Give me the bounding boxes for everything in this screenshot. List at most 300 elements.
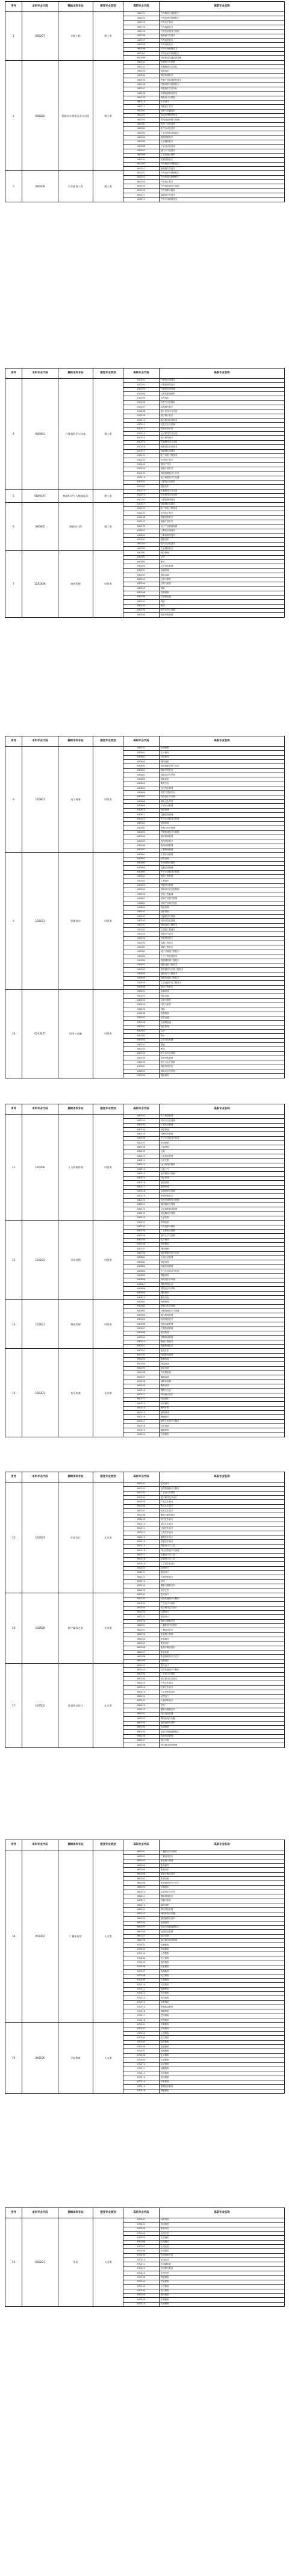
vocational-code-cell: 650110	[123, 1522, 160, 1526]
column-header: 序号	[5, 1104, 22, 1115]
vocational-name-cell: 机械制造与自动化	[160, 65, 285, 69]
vocational-name-cell: 建设项目信息化管理	[160, 888, 285, 892]
vocational-name-cell: 冷链物流技术与管理	[160, 830, 285, 835]
vocational-code-cell: 560707	[123, 39, 160, 43]
vocational-name-cell: 化学教育	[160, 1974, 285, 1978]
vocational-name-cell: 证券与期货	[160, 998, 285, 1003]
seq-cell: 12	[5, 1221, 22, 1300]
vocational-code-cell: 650203	[123, 1357, 160, 1361]
vocational-code-cell: 670210	[123, 2258, 160, 2262]
vocational-name-cell: 应用韩语	[160, 2236, 285, 2240]
category-cell: 人文类	[93, 1850, 123, 2023]
vocational-code-cell: 630902	[123, 1304, 160, 1308]
vocational-name-cell: 音乐教育	[160, 1433, 285, 1437]
vocational-code-cell: 660208	[123, 1655, 160, 1659]
vocational-name-cell: 陶瓷设计与工艺	[160, 1544, 285, 1548]
vocational-name-cell: 出版与电脑编辑技术	[160, 1730, 285, 1734]
vocational-code-cell: 610101	[123, 453, 160, 458]
major-cell: 广播电视学	[58, 1850, 93, 2023]
vocational-code-cell: 610209	[123, 414, 160, 418]
vocational-name-cell: 投资理财	[160, 1012, 285, 1016]
major-mapping-table	[5, 1840, 285, 2094]
vocational-name-cell: 学前教育	[160, 2280, 285, 2284]
vocational-name-cell: 工商企业管理	[160, 853, 285, 857]
vocational-code-cell: 650120	[123, 1694, 160, 1699]
vocational-name-cell: 产品艺术设计	[160, 1500, 285, 1504]
vocational-code-cell: 630708	[123, 1251, 160, 1255]
vocational-name-cell: 古建筑工程技术	[160, 928, 285, 932]
vocational-code-cell: 630904	[123, 1313, 160, 1318]
vocational-code-cell: 650120	[123, 1566, 160, 1570]
vocational-name-cell: 国际经济与贸易	[160, 1287, 285, 1291]
vocational-name-cell: 录音技术与艺术	[160, 1890, 285, 1894]
table-row	[5, 2218, 285, 2223]
vocational-code-cell: 660104	[123, 1725, 160, 1729]
vocational-name-cell: 化学教育	[160, 2053, 285, 2058]
vocational-name-cell: 互联网金融	[160, 595, 285, 599]
vocational-code-cell: 670115	[123, 2085, 160, 2089]
vocational-name-cell: 出版与电脑编辑技术	[160, 1925, 285, 1929]
column-header: 高职专业名称	[160, 1104, 285, 1115]
vocational-code-cell: 540102	[123, 915, 160, 919]
vocational-name-cell: 出版信息管理	[160, 1930, 285, 1934]
vocational-code-cell: 610202	[123, 498, 160, 502]
code-cell: 080905	[22, 502, 58, 551]
vocational-code-cell: 630701	[123, 747, 160, 751]
vocational-code-cell: 670102	[123, 1947, 160, 1952]
vocational-name-cell: 电子产品质量检测	[160, 524, 285, 529]
vocational-name-cell: 国际金融	[160, 994, 285, 998]
vocational-name-cell: 电机与电器技术	[160, 109, 285, 113]
vocational-code-cell: 610102	[123, 511, 160, 515]
vocational-code-cell: 630609	[123, 804, 160, 808]
vocational-name-cell: 曲艺表演	[160, 1366, 285, 1370]
category-cell: 经管类	[93, 551, 123, 617]
vocational-name-cell: 数字媒体设备管理	[160, 1938, 285, 1943]
table-header-row	[5, 2208, 285, 2218]
vocational-code-cell: 630911	[123, 1344, 160, 1348]
column-header: 接受专业类别	[93, 2, 123, 12]
vocational-code-cell: 630303	[123, 1034, 160, 1038]
vocational-code-cell: 670110	[123, 1983, 160, 1987]
vocational-name-cell: 学前教育	[160, 1947, 285, 1952]
vocational-code-cell: 540603	[123, 906, 160, 910]
table-row	[5, 2023, 285, 2027]
vocational-code-cell: 670104	[123, 2289, 160, 2293]
vocational-code-cell: 610101	[123, 506, 160, 511]
vocational-code-cell: 670102	[123, 2280, 160, 2284]
vocational-code-cell: 660106	[123, 1930, 160, 1934]
vocational-name-cell: 游戏设计	[160, 1615, 285, 1619]
vocational-name-cell: 应用日语	[160, 2232, 285, 2236]
table-row	[5, 1115, 285, 1119]
vocational-name-cell: 电子测量技术与仪器	[160, 476, 285, 480]
vocational-code-cell: 660107	[123, 1934, 160, 1938]
vocational-name-cell: 中小企业创业与经营	[160, 870, 285, 874]
vocational-name-cell: 新能源汽车技术	[160, 167, 285, 171]
major-cell: 物联网工程	[58, 502, 93, 551]
vocational-name-cell: 财务管理	[160, 1025, 285, 1029]
vocational-code-cell: 650102	[123, 1668, 160, 1672]
vocational-name-cell: 人物形象设计	[160, 1575, 285, 1579]
vocational-name-cell: 商务管理	[160, 808, 285, 812]
vocational-code-cell: 630105	[123, 1132, 160, 1136]
vocational-name-cell: 城市轨道交通运营管理	[160, 56, 285, 60]
vocational-code-cell: 610202	[123, 383, 160, 387]
vocational-code-cell: 670105	[123, 2040, 160, 2044]
vocational-code-cell: 650206	[123, 1370, 160, 1375]
vocational-name-cell: 工业机器人技术	[160, 154, 285, 158]
major-cell: 车辆工程	[58, 12, 93, 61]
seq-cell: 14	[5, 1349, 22, 1437]
vocational-code-cell: 670114	[123, 2000, 160, 2005]
vocational-name-cell: 工艺美术品设计	[160, 1562, 285, 1566]
vocational-code-cell: 670117	[123, 2014, 160, 2018]
major-cell: 财务管理	[58, 551, 93, 617]
vocational-code-cell: 630805	[123, 1274, 160, 1278]
vocational-code-cell: 630804	[123, 764, 160, 768]
vocational-code-cell: 650201	[123, 1349, 160, 1353]
vocational-name-cell: 物流信息技术	[160, 1318, 285, 1322]
vocational-code-cell: 660201	[123, 1624, 160, 1628]
vocational-code-cell: 600211	[123, 193, 160, 198]
column-header: 序号	[5, 2208, 22, 2218]
vocational-code-cell: 560709	[123, 47, 160, 51]
vocational-name-cell: 工业自动化仪表	[160, 145, 285, 149]
vocational-code-cell: 630907	[123, 1327, 160, 1331]
vocational-name-cell: 老年服务与管理	[160, 1172, 285, 1176]
vocational-name-cell: 社区管理与服务	[160, 1163, 285, 1167]
vocational-name-cell: 计算机网络技术	[160, 534, 285, 538]
vocational-name-cell: 殡仪服务与管理	[160, 1212, 285, 1216]
vocational-code-cell: 610107	[123, 520, 160, 524]
vocational-name-cell: 税务	[160, 1047, 285, 1051]
vocational-code-cell: 660212	[123, 1899, 160, 1903]
vocational-name-cell: 工业网络技术	[160, 140, 285, 144]
vocational-code-cell: 630905	[123, 1318, 160, 1322]
vocational-code-cell: 540101	[123, 910, 160, 914]
seq-cell: 2	[5, 60, 22, 171]
vocational-code-cell: 650215	[123, 1411, 160, 1415]
vocational-code-cell: 670204	[123, 2232, 160, 2236]
vocational-name-cell: 工商企业管理	[160, 1256, 285, 1260]
vocational-name-cell: 摄影与摄像艺术	[160, 1619, 285, 1623]
vocational-code-cell: 560302	[123, 126, 160, 131]
table-row	[5, 12, 285, 16]
vocational-code-cell: 630909	[123, 1336, 160, 1340]
vocational-name-cell: 通信技术	[160, 485, 285, 489]
column-header: 高职专业名称	[160, 1840, 285, 1850]
vocational-name-cell: 汽车营销与服务	[160, 1225, 285, 1229]
vocational-code-cell: 630802	[123, 1260, 160, 1265]
vocational-code-cell: 560703	[123, 20, 160, 25]
vocational-code-cell: 650102	[123, 1487, 160, 1491]
vocational-code-cell: 650123	[123, 1579, 160, 1584]
table-header-row	[5, 1840, 285, 1850]
vocational-code-cell: 580101	[123, 158, 160, 162]
vocational-code-cell: 670107	[123, 2049, 160, 2053]
vocational-name-cell: 影视编导	[160, 1864, 285, 1868]
vocational-code-cell: 630707	[123, 1247, 160, 1251]
vocational-code-cell: 630108	[123, 1145, 160, 1150]
column-header: 高职专业名称	[160, 2, 285, 12]
vocational-code-cell: 600209	[123, 56, 160, 60]
vocational-name-cell: 商务经纪与代理	[160, 795, 285, 799]
vocational-name-cell: 现代家政服务与管理	[160, 1198, 285, 1202]
vocational-code-cell: 630908	[123, 1331, 160, 1335]
vocational-code-cell: 650108	[123, 1513, 160, 1517]
vocational-name-cell: 旅游英语	[160, 2227, 285, 2231]
vocational-code-cell: 630301	[123, 551, 160, 555]
vocational-name-cell: 软件技术	[160, 396, 285, 400]
vocational-name-cell: 传播与策划	[160, 1899, 285, 1903]
vocational-code-cell: 660105	[123, 1925, 160, 1929]
vocational-code-cell: 610102	[123, 458, 160, 462]
vocational-name-cell: 视觉传播设计与制作	[160, 1597, 285, 1601]
column-header: 本科专业代码	[22, 1472, 58, 1482]
vocational-name-cell: 国际标准舞	[160, 1380, 285, 1384]
table-row	[5, 489, 285, 493]
vocational-code-cell: 600201	[123, 52, 160, 56]
vocational-name-cell: 数字媒体艺术设计	[160, 1496, 285, 1500]
vocational-name-cell: 人民武装	[160, 1216, 285, 1220]
vocational-name-cell: 摄影与摄像艺术	[160, 1584, 285, 1588]
vocational-name-cell: 会计	[160, 555, 285, 559]
vocational-code-cell: 630603	[123, 777, 160, 782]
vocational-code-cell: 670109	[123, 2058, 160, 2062]
column-header: 接受专业类别	[93, 736, 123, 747]
vocational-name-cell: 计算机信息管理	[160, 387, 285, 391]
vocational-name-cell: 房地产检测与估价	[160, 901, 285, 906]
vocational-name-cell: 数学教育	[160, 2293, 285, 2297]
vocational-name-cell: 物联网应用技术	[160, 502, 285, 506]
vocational-code-cell: 630903	[123, 1309, 160, 1313]
vocational-name-cell: 现代流行音乐	[160, 1393, 285, 1397]
vocational-code-cell: 560301	[123, 122, 160, 126]
vocational-name-cell: 会计信息管理	[160, 1038, 285, 1042]
vocational-name-cell: 市场管理与服务	[160, 861, 285, 865]
table-row	[5, 1850, 285, 1855]
vocational-name-cell: 工艺美术品设计	[160, 1690, 285, 1694]
vocational-code-cell: 610213	[123, 493, 160, 497]
vocational-code-cell: 630604	[123, 782, 160, 786]
vocational-code-cell: 630101	[123, 1043, 160, 1047]
vocational-name-cell: 税务	[160, 604, 285, 608]
vocational-code-cell: 650102	[123, 1597, 160, 1601]
vocational-code-cell: 630907	[123, 848, 160, 852]
vocational-code-cell: 670105	[123, 1961, 160, 1965]
vocational-code-cell: 650117	[123, 1553, 160, 1557]
column-header: 高职专业名称	[160, 1472, 285, 1482]
vocational-name-cell: 包装艺术设计	[160, 1540, 285, 1544]
vocational-code-cell: 650205	[123, 1366, 160, 1370]
column-header: 本科专业代码	[22, 1104, 58, 1115]
category-cell: 经管类	[93, 1300, 123, 1349]
vocational-name-cell: 语文教育	[160, 1956, 285, 1961]
vocational-code-cell: 630101	[123, 600, 160, 604]
vocational-code-cell: 610109	[123, 524, 160, 529]
vocational-name-cell: 采购与供应管理	[160, 1304, 285, 1308]
vocational-code-cell: 610207	[123, 405, 160, 409]
vocational-code-cell: 650105	[123, 1681, 160, 1685]
vocational-code-cell: 540502	[123, 879, 160, 883]
vocational-code-cell: 650124	[123, 1708, 160, 1712]
vocational-name-cell: 园林工程技术	[160, 941, 285, 945]
vocational-name-cell: 环境艺术设计	[160, 1526, 285, 1531]
vocational-code-cell: 670105	[123, 2293, 160, 2297]
vocational-name-cell: 汽车试验技术	[160, 43, 285, 47]
vocational-code-cell: 600203	[123, 162, 160, 166]
category-cell: 艺术类	[93, 1664, 123, 1748]
vocational-code-cell: 630123	[123, 1212, 160, 1216]
vocational-name-cell: 虚拟现实应用技术	[160, 445, 285, 449]
vocational-code-cell: 660211	[123, 1894, 160, 1899]
seq-cell: 11	[5, 1115, 22, 1221]
vocational-name-cell: 证券与期货	[160, 577, 285, 582]
vocational-name-cell: 数字媒体应用技术	[160, 418, 285, 423]
vocational-code-cell: 630124	[123, 1216, 160, 1220]
vocational-code-cell: 670111	[123, 1987, 160, 1991]
vocational-code-cell: 630103	[123, 1051, 160, 1056]
vocational-name-cell: 物流管理	[160, 821, 285, 826]
vocational-name-cell: 风景园林设计	[160, 936, 285, 941]
vocational-name-cell: 物理教育	[160, 1970, 285, 1974]
vocational-code-cell: 610206	[123, 400, 160, 405]
vocational-code-cell: 670106	[123, 1965, 160, 1969]
vocational-code-cell: 630702	[123, 1225, 160, 1229]
vocational-code-cell: 630804	[123, 1269, 160, 1274]
vocational-code-cell: 630607	[123, 795, 160, 799]
vocational-name-cell: 国际金融	[160, 573, 285, 577]
code-cell: 080901	[22, 379, 58, 490]
vocational-code-cell: 650103	[123, 1491, 160, 1495]
vocational-name-cell: 国际经济与贸易	[160, 1069, 285, 1074]
vocational-name-cell: 社会福利事业管理	[160, 1207, 285, 1212]
table-header-row	[5, 1104, 285, 1115]
vocational-name-cell: 舞蹈表演	[160, 1375, 285, 1380]
vocational-name-cell: 软件与信息服务	[160, 400, 285, 405]
vocational-code-cell: 650214	[123, 1406, 160, 1410]
vocational-name-cell: 云计算技术与应用	[160, 493, 285, 497]
vocational-name-cell: 艺术设计	[160, 1664, 285, 1668]
vocational-code-cell: 610106	[123, 515, 160, 520]
vocational-name-cell: 音乐剧表演	[160, 1370, 285, 1375]
vocational-name-cell: 应用西班牙语	[160, 2253, 285, 2257]
vocational-name-cell: 连锁经营管理	[160, 813, 285, 817]
vocational-name-cell: 广告策划与营销	[160, 1229, 285, 1233]
vocational-name-cell: 公共事务管理	[160, 1154, 285, 1159]
vocational-name-cell: 汽车运用与维修技术	[160, 52, 285, 56]
vocational-code-cell: 650107	[123, 1509, 160, 1513]
seq-cell: 6	[5, 502, 22, 551]
vocational-code-cell: 660207	[123, 1650, 160, 1655]
vocational-name-cell: 互联网金融	[160, 1021, 285, 1025]
column-header: 接续本科专业	[58, 1472, 93, 1482]
vocational-code-cell: 630302	[123, 1030, 160, 1034]
major-cell: 环境设计	[58, 1482, 93, 1593]
table-row	[5, 502, 285, 506]
vocational-name-cell: 工程造价	[160, 879, 285, 883]
vocational-code-cell: 630112	[123, 1163, 160, 1167]
vocational-code-cell: 560304	[123, 135, 160, 140]
vocational-code-cell: 610204	[123, 392, 160, 396]
vocational-code-cell: 630104	[123, 1056, 160, 1060]
major-mapping-table	[5, 2207, 285, 2307]
category-cell: 经管类	[93, 853, 123, 990]
vocational-name-cell: 物流工程技术	[160, 1340, 285, 1344]
vocational-code-cell: 670113	[123, 1996, 160, 2000]
vocational-name-cell: 建筑设备工程技术	[160, 963, 285, 967]
vocational-name-cell: 保险	[160, 586, 285, 591]
vocational-name-cell: 影视制片管理	[160, 1632, 285, 1637]
vocational-code-cell: 540505	[123, 892, 160, 897]
vocational-code-cell: 650123	[123, 1703, 160, 1708]
major-mapping-table	[5, 1, 285, 202]
vocational-name-cell: 影视多媒体技术	[160, 1646, 285, 1650]
column-header: 高职专业名称	[160, 369, 285, 379]
vocational-code-cell: 630114	[123, 1172, 160, 1176]
column-header: 本科专业代码	[22, 736, 58, 747]
vocational-code-cell: 670108	[123, 2053, 160, 2058]
vocational-code-cell: 630601	[123, 853, 160, 857]
vocational-name-cell: 网络营销	[160, 1247, 285, 1251]
column-header: 高职专业代码	[123, 1840, 160, 1850]
vocational-code-cell: 610103	[123, 462, 160, 467]
vocational-name-cell: 展示艺术设计	[160, 1522, 285, 1526]
seq-cell: 15	[5, 1482, 22, 1593]
vocational-code-cell: 630903	[123, 830, 160, 835]
vocational-code-cell: 670208	[123, 2249, 160, 2253]
vocational-name-cell: 微电子技术	[160, 462, 285, 467]
vocational-name-cell: 音乐表演	[160, 1424, 285, 1428]
vocational-code-cell: 630608	[123, 800, 160, 804]
vocational-name-cell: 语文教育	[160, 2289, 285, 2293]
vocational-code-cell: 560101	[123, 60, 160, 64]
major-cell: 学前教育	[58, 2023, 93, 2094]
table-row	[5, 853, 285, 857]
vocational-code-cell: 610301	[123, 538, 160, 542]
vocational-code-cell: 630904	[123, 835, 160, 839]
vocational-code-cell: 650116	[123, 1549, 160, 1553]
vocational-code-cell: 630102	[123, 1047, 160, 1051]
seq-cell: 13	[5, 1300, 22, 1349]
code-cell: 120202	[22, 1221, 58, 1300]
vocational-name-cell: 录音艺术	[160, 1588, 285, 1593]
vocational-code-cell: 630102	[123, 1119, 160, 1123]
vocational-code-cell: 610212	[123, 427, 160, 431]
vocational-code-cell: 560108	[123, 92, 160, 96]
vocational-code-cell: 670203	[123, 2227, 160, 2231]
vocational-name-cell: 机械设计与制造	[160, 60, 285, 64]
vocational-name-cell: 建设工程管理	[160, 874, 285, 879]
vocational-code-cell: 610104	[123, 467, 160, 471]
vocational-name-cell: 艺术教育	[160, 2014, 285, 2018]
vocational-name-cell: 地下与隧道工程技术	[160, 950, 285, 954]
vocational-code-cell: 630203	[123, 998, 160, 1003]
vocational-code-cell: 670101	[123, 2023, 160, 2027]
category-cell: 理工类	[93, 171, 123, 202]
vocational-code-cell: 650104	[123, 1677, 160, 1681]
vocational-code-cell: 650119	[123, 1690, 160, 1694]
vocational-code-cell: 670102	[123, 2027, 160, 2031]
major-cell: 市场营销	[58, 1221, 93, 1300]
vocational-name-cell: 物业管理	[160, 1176, 285, 1180]
vocational-code-cell: 670104	[123, 2036, 160, 2040]
vocational-name-cell: 汽车营销与服务	[160, 188, 285, 193]
vocational-name-cell: 移动商务	[160, 1242, 285, 1246]
column-header: 接续本科专业	[58, 2, 93, 12]
vocational-name-cell: 汽车制造与装配技术	[160, 162, 285, 166]
